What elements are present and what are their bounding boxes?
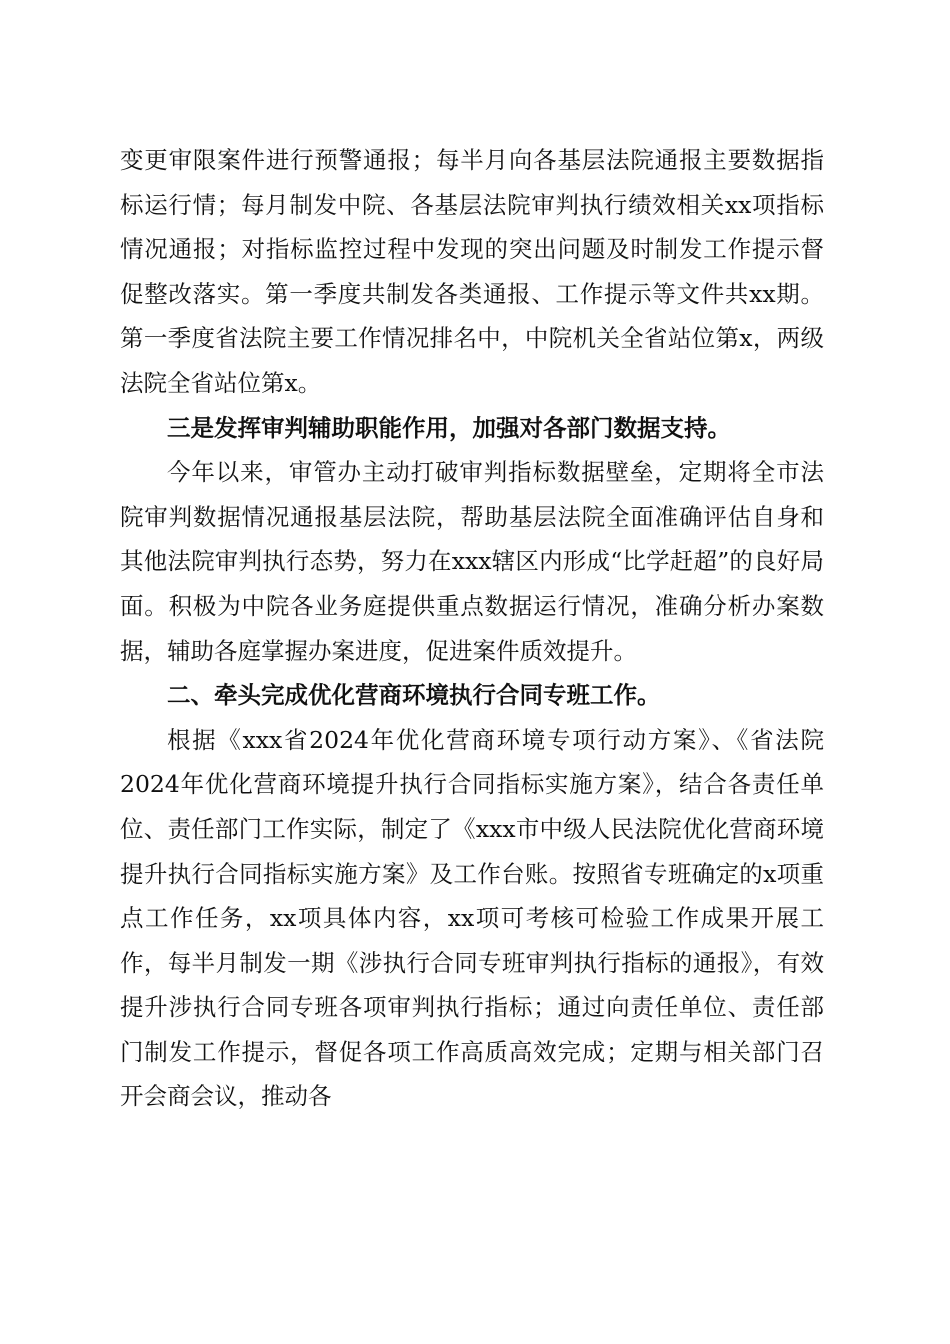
document-body — [120, 138, 824, 1119]
continuation-paragraph: 变更审限案件进行预警通报；每半月向各基层法院通报主要数据指标运行情；每月制发中院、各基层法院审判执行绩效相关xx项指标情况通报；对指标监控过程中发现的突出问题及时制发工作提示督促整改落实。第一季度共制发各类通报、工作提示等文件共xx期。第一季度省法院主要工作情况排名中，中院机关全省站位第x，两级法院全省站位第x。 — [120, 146, 824, 397]
paragraph-three: 今年以来，审管办主动打破审判指标数据壁垒，定期将全市法院审判数据情况通报基层法院，帮助基层法院全面准确评估自身和其他法院审判执行态势，努力在xxx辖区内形成“比学赶超”的良好局面。积极为中院各业务庭提供重点数据运行情况，准确分析办案数据，辅助各庭掌握办案进度，促进案件质效提升。 — [120, 458, 824, 665]
subheading-three: 三是发挥审判辅助职能作用，加强对各部门数据支持。 — [167, 413, 731, 442]
section-two-heading: 二、牵头完成优化营商环境执行合同专班工作。 — [167, 681, 661, 710]
paragraph-section-two: 根据《xxx省2024年优化营商环境专项行动方案》、《省法院2024年优化营商环境提升执行合同指标实施方案》，结合各责任单位、责任部门工作实际，制定了《xxx市中级人民法院优化营商环境提升执行合同指标实施方案》及工作台账。按照省专班确定的x项重点工作任务，xx项具体内容，xx项可考核可检验工作成果开展工作，每半月制发一期《涉执行合同专班审判执行指标的通报》，有效提升涉执行合同专班各项审判执行指标；通过向责任单位、责任部门制发工作提示，督促各项工作高质高效完成；定期与相关部门召开会商会议，推动各 — [120, 725, 824, 1111]
